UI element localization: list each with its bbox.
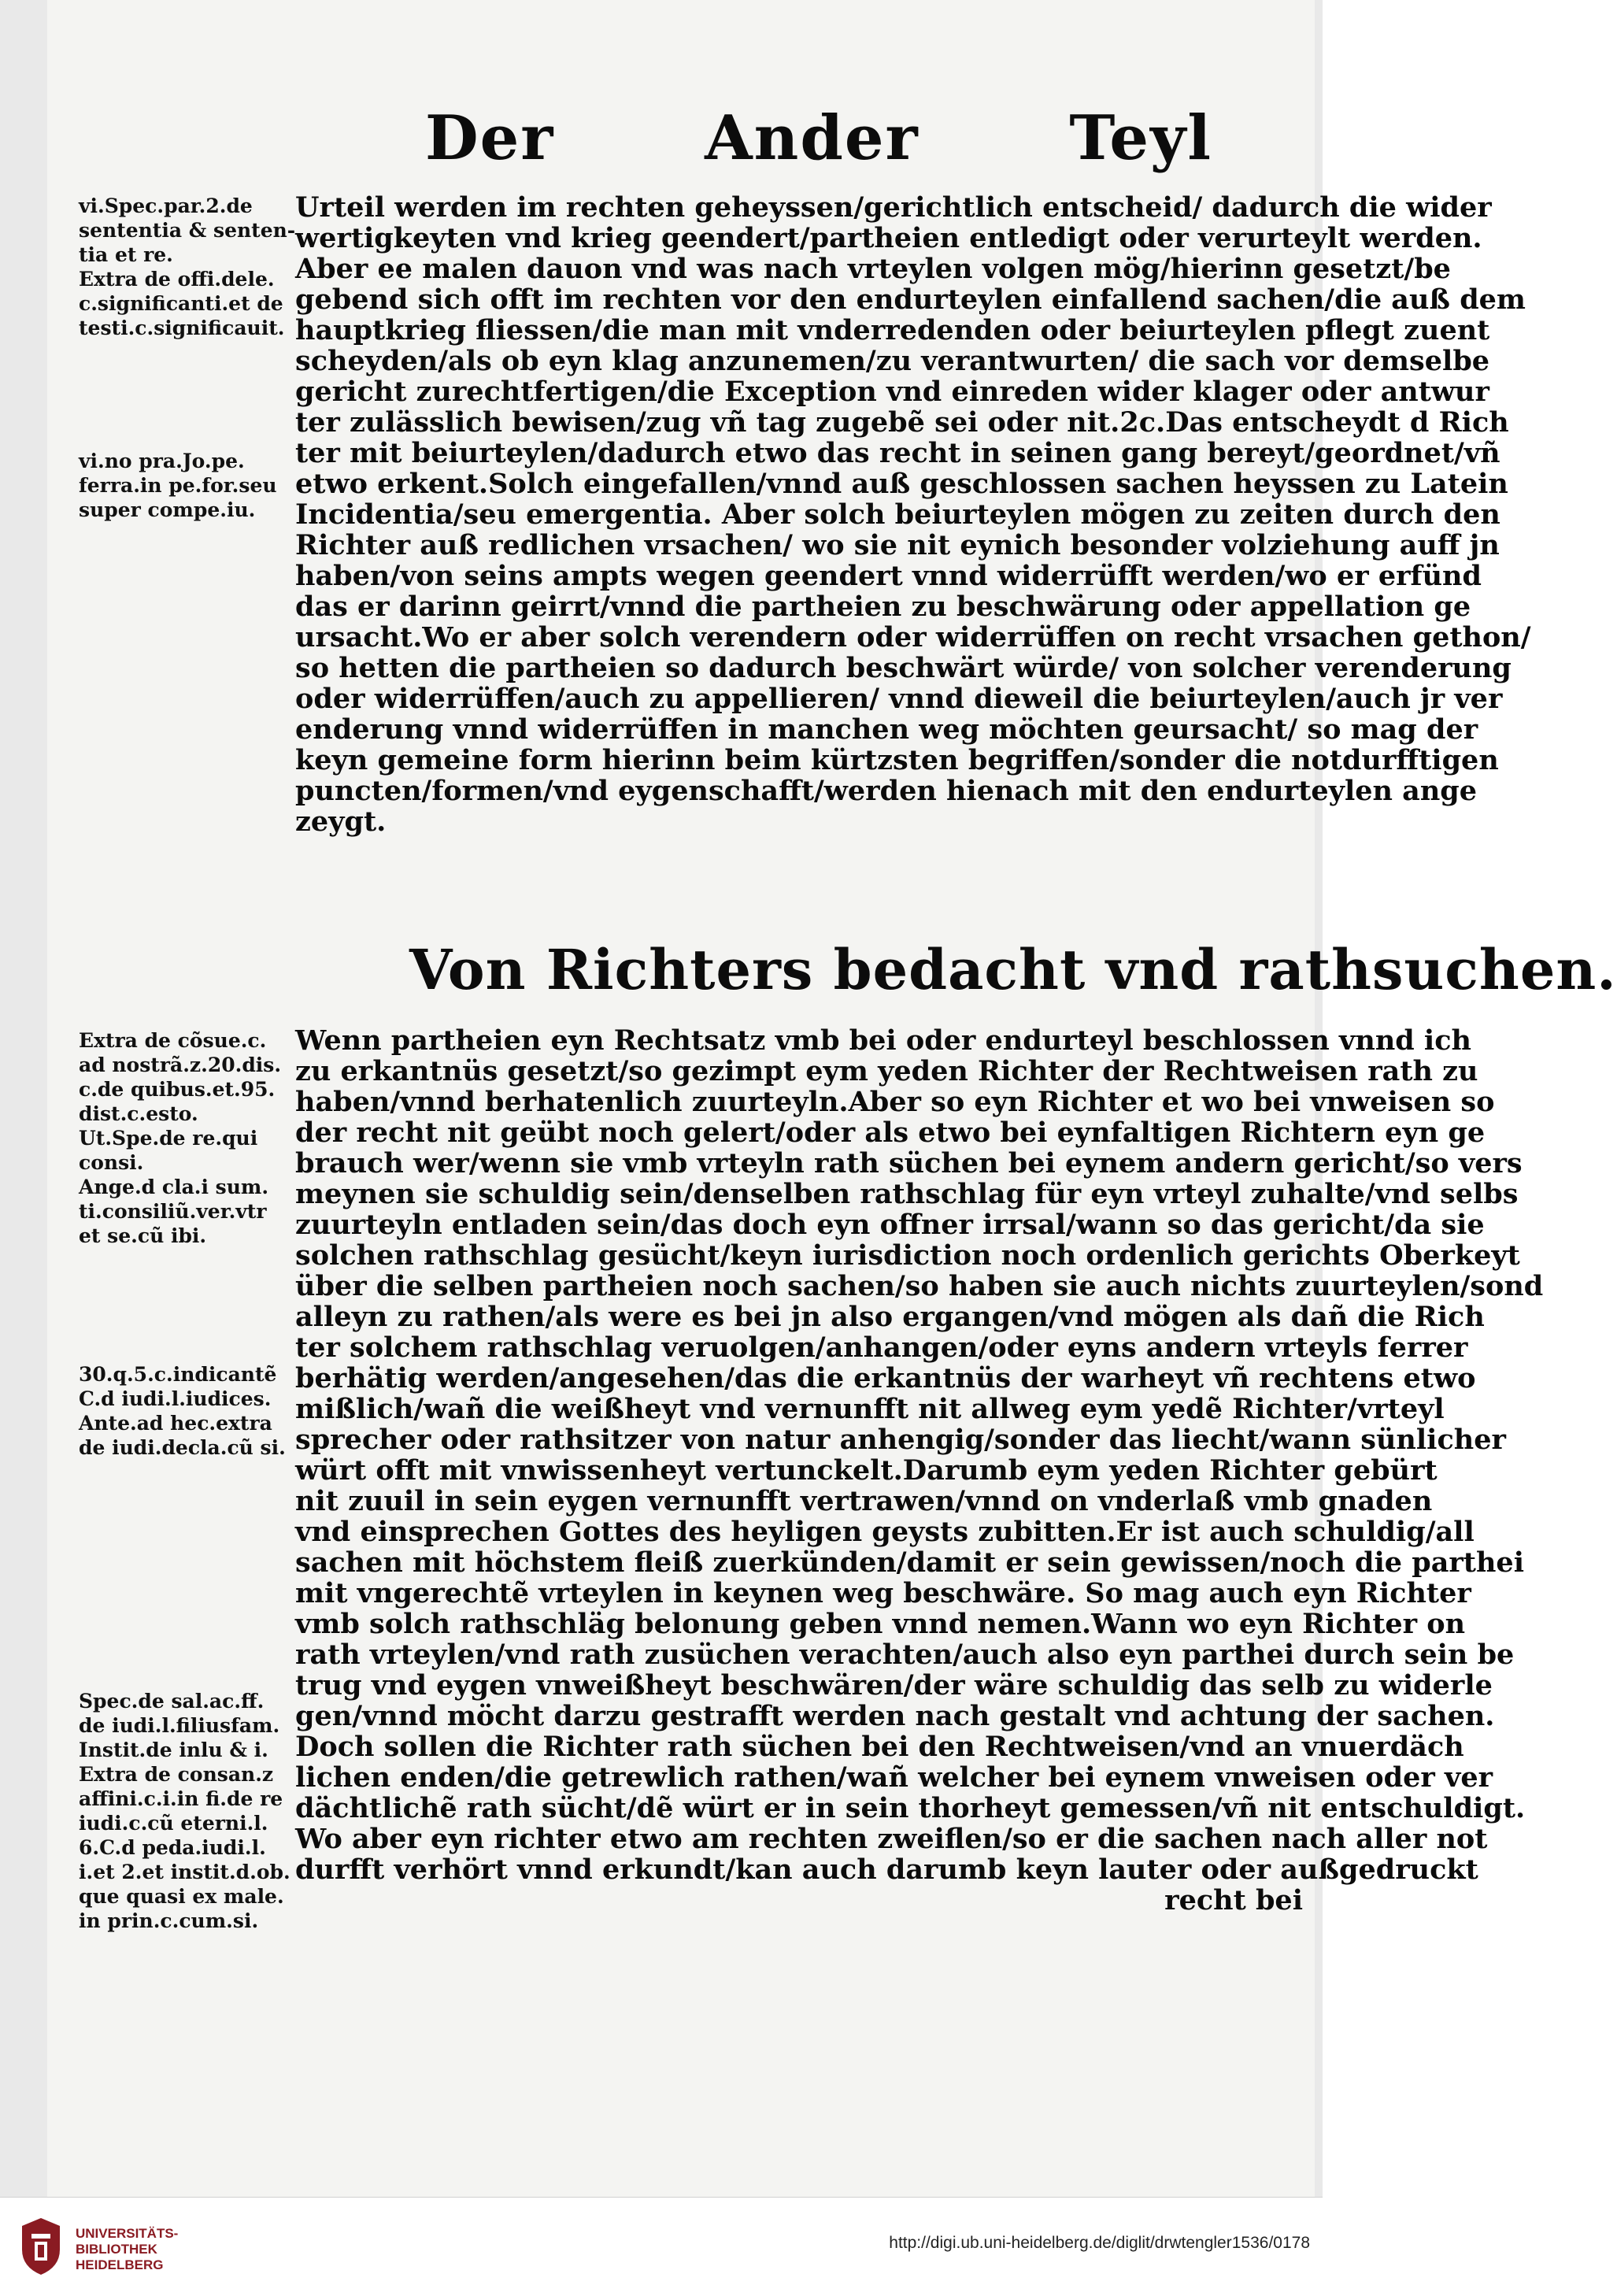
source-url-link[interactable]: http://digi.ub.uni-heidelberg.de/diglit/drwtengler1536/0178 bbox=[889, 2234, 1310, 2252]
margin-note-line: Extra de cõsue.c. bbox=[79, 1029, 267, 1052]
text-line: etwo erkent.Solch eingefallen/vnnd auß geschlossen sachen heyssen zu Latein bbox=[295, 468, 1508, 500]
library-name-line-1: UNIVERSITÄTS- bbox=[76, 2226, 179, 2241]
text-line: alleyn zu rathen/als were es bei jn also ergangen/vnd mögen als dañ die Rich bbox=[295, 1301, 1485, 1333]
text-line: der recht nit geübt noch gelert/oder als etwo bei eynfaltigen Richtern eyn ge bbox=[295, 1117, 1486, 1149]
margin-notes-5 bbox=[79, 1689, 290, 1933]
library-name-line-3: HEIDELBERG bbox=[76, 2257, 164, 2272]
margin-note-line: consi. bbox=[79, 1151, 144, 1174]
text-line: gen/vnnd möcht darzu gestrafft werden nach gestalt vnd achtung der sachen. bbox=[295, 1700, 1495, 1732]
margin-note-line: tia et re. bbox=[79, 243, 173, 266]
margin-note-line: c.de quibus.et.95. bbox=[79, 1078, 276, 1101]
text-line: dächtlichẽ rath sücht/dẽ würt er in sein thorheyt gemessen/vñ nit entschuldigt. bbox=[295, 1792, 1526, 1824]
footer-bar bbox=[0, 2197, 1323, 2296]
text-line: keyn gemeine form hierinn beim kürtzsten begriffen/sonder die notdurfftigen bbox=[295, 744, 1499, 776]
text-line: Doch sollen die Richter rath süchen bei den Rechtweisen/vnd an vnuerdäch bbox=[295, 1731, 1464, 1763]
text-line: hauptkrieg fliessen/die man mit vnderredenden oder beiurteylen pflegt zuent bbox=[295, 314, 1490, 346]
text-line: wertigkeyten vnd krieg geendert/partheien entledigt oder verurteylt werden. bbox=[295, 222, 1482, 254]
text-line: berhätig werden/angesehen/das die erkantnüs der warheyt vñ rechtens etwo bbox=[295, 1362, 1476, 1394]
text-line: recht bei bbox=[1164, 1884, 1303, 1916]
text-line: durfft verhört vnnd erkundt/kan auch darumb keyn lauter oder außgedruckt bbox=[295, 1853, 1478, 1886]
text-line: zeygt. bbox=[295, 805, 387, 838]
text-line: ter mit beiurteylen/dadurch etwo das recht in seinen gang bereyt/geordnet/vñ bbox=[295, 437, 1500, 469]
margin-note-line: Extra de consan.z bbox=[79, 1763, 274, 1786]
text-line: zu erkantnüs gesetzt/so gezimpt eym yeden Richter der Rechtweisen rath zu bbox=[295, 1055, 1478, 1087]
margin-note-line: C.d iudi.l.iudices. bbox=[79, 1387, 272, 1410]
margin-note-line: affini.c.i.in fi.de re bbox=[79, 1787, 283, 1810]
text-line: mit vngerechtẽ vrteylen in keynen weg beschwäre. So mag auch eyn Richter bbox=[295, 1577, 1471, 1609]
margin-note-line: super compe.iu. bbox=[79, 498, 256, 521]
section-heading: Von Richters bedacht vnd rathsuchen. bbox=[409, 937, 1617, 1002]
margin-note-line: 30.q.5.c.indicantẽ bbox=[79, 1363, 277, 1386]
text-line: solchen rathschlag gesücht/keyn iurisdiction noch ordenlich gerichts Oberkeyt bbox=[295, 1239, 1520, 1272]
text-line: sprecher oder rathsitzer von natur anhengig/sonder das liecht/wann sünlicher bbox=[295, 1424, 1506, 1456]
library-name bbox=[76, 2226, 178, 2273]
margin-note-line: iudi.c.cũ eterni.l. bbox=[79, 1812, 268, 1835]
margin-note-line: de iudi.l.filiusfam. bbox=[79, 1714, 280, 1737]
text-line: nit zuuil in sein eygen vernunfft vertrawen/vnnd on vnderlaß vmb gnaden bbox=[295, 1485, 1433, 1517]
margin-note-line: et se.cũ ibi. bbox=[79, 1224, 207, 1247]
margin-note-line: ad nostrã.z.20.dis. bbox=[79, 1054, 282, 1076]
margin-note-line: Ange.d cla.i sum. bbox=[79, 1176, 269, 1198]
text-line: gericht zurechtfertigen/die Exception vnd einreden wider klager oder antwur bbox=[295, 376, 1489, 408]
running-head-word-2: Ander bbox=[705, 102, 920, 174]
margin-note-line: testi.c.significauit. bbox=[79, 317, 285, 339]
text-line: lichen enden/die getrewlich rathen/wañ welcher bei eynem vnweisen oder ver bbox=[295, 1761, 1493, 1794]
margin-notes-2 bbox=[79, 449, 283, 522]
margin-note-line: vi.Spec.par.2.de bbox=[79, 194, 253, 217]
margin-note-line: ti.consiliũ.ver.vtr bbox=[79, 1200, 267, 1223]
margin-note-line: Instit.de inlu & i. bbox=[79, 1739, 268, 1761]
margin-notes-1 bbox=[79, 194, 296, 340]
margin-note-line: 6.C.d peda.iudi.l. bbox=[79, 1836, 266, 1859]
text-line: puncten/formen/vnd eygenschafft/werden hienach mit den endurteylen ange bbox=[295, 775, 1478, 807]
text-line: haben/von seins ampts wegen geendert vnnd widerrüfft werden/wo er erfünd bbox=[295, 560, 1482, 592]
margin-notes-3 bbox=[79, 1028, 283, 1248]
margin-note-line: de iudi.decla.cũ si. bbox=[79, 1436, 286, 1459]
text-line: scheyden/als ob eyn klag anzunemen/zu verantwurten/ die sach vor demselbe bbox=[295, 345, 1490, 377]
text-line: rath vrteylen/vnd rath zusüchen verachten/auch also eyn parthei durch sein be bbox=[295, 1639, 1515, 1671]
margin-note-line: c.significanti.et de bbox=[79, 292, 283, 315]
text-line: vmb solch rathschläg belonung geben vnnd nemen.Wann wo eyn Richter on bbox=[295, 1608, 1466, 1640]
text-line: enderung vnnd widerrüffen in manchen weg möchten geursacht/ so mag der bbox=[295, 713, 1478, 746]
text-line: ursacht.Wo er aber solch verendern oder widerrüffen on recht vrsachen gethon/ bbox=[295, 621, 1531, 654]
text-line: gebend sich offt im rechten vor den endurteylen einfallend sachen/die auß dem bbox=[295, 283, 1526, 316]
text-line: vnd einsprechen Gottes des heyligen geysts zubitten.Er ist auch schuldig/all bbox=[295, 1516, 1475, 1548]
margin-note-line: i.et 2.et instit.d.ob. bbox=[79, 1861, 290, 1883]
text-line: würt offt mit vnwissenheyt vertunckelt.Darumb eym yeden Richter gebürt bbox=[295, 1454, 1438, 1487]
text-line: ter zulässlich bewisen/zug vñ tag zugebẽ sei oder nit.2c.Das entscheydt d Rich bbox=[295, 406, 1509, 439]
text-line: Wenn partheien eyn Rechtsatz vmb bei oder endurteyl beschlossen vnnd ich bbox=[295, 1024, 1471, 1057]
text-line: Urteil werden im rechten geheyssen/gerichtlich entscheid/ dadurch die wider bbox=[295, 191, 1492, 224]
text-line: Wo aber eyn richter etwo am rechten zweiflen/so er die sachen nach aller not bbox=[295, 1823, 1488, 1855]
margin-note-line: Spec.de sal.ac.ff. bbox=[79, 1690, 265, 1713]
text-line: Aber ee malen dauon vnd was nach vrteylen volgen mög/hierinn gesetzt/be bbox=[295, 253, 1451, 285]
text-line: so hetten die partheien so dadurch beschwärt würde/ von solcher verenderung bbox=[295, 652, 1512, 684]
text-line: brauch wer/wenn sie vmb vrteyln rath süchen bei eynem andern gericht/so vers bbox=[295, 1147, 1523, 1179]
university-library-logo-icon bbox=[17, 2215, 65, 2278]
text-line: mißlich/wañ die weißheyt vnd vernunfft nit allweg eym yedẽ Richter/vrteyl bbox=[295, 1393, 1445, 1425]
margin-note-line: ferra.in pe.for.seu bbox=[79, 474, 277, 497]
text-line: über die selben partheien noch sachen/so haben sie auch nichts zuurteylen/sond bbox=[295, 1270, 1544, 1302]
margin-note-line: vi.no pra.Jo.pe. bbox=[79, 450, 245, 472]
margin-notes-4 bbox=[79, 1362, 286, 1460]
margin-note-line: Extra de offi.dele. bbox=[79, 268, 275, 291]
margin-note-line: que quasi ex male. bbox=[79, 1885, 284, 1908]
text-line: Richter auß redlichen vrsachen/ wo sie nit eynich besonder volziehung auff jn bbox=[295, 529, 1500, 561]
text-line: ter solchem rathschlag veruolgen/anhangen/oder eyns andern vrteyls ferrer bbox=[295, 1331, 1468, 1364]
text-line: zuurteyln entladen sein/das doch eyn offner irrsal/wann so das gericht/da sie bbox=[295, 1209, 1485, 1241]
text-line: haben/vnnd berhatenlich zuurteyln.Aber so eyn Richter et wo bei vnweisen so bbox=[295, 1086, 1495, 1118]
library-name-line-2: BIBLIOTHEK bbox=[76, 2242, 157, 2257]
text-line: trug vnd eygen vnweißheyt beschwären/der wäre schuldig das selb zu widerle bbox=[295, 1669, 1493, 1702]
margin-note-line: Ante.ad hec.extra bbox=[79, 1412, 272, 1435]
running-head-word-1: Der bbox=[425, 102, 555, 174]
margin-note-line: sententia & senten- bbox=[79, 219, 296, 242]
body-paragraph-2 bbox=[295, 1024, 1544, 1916]
text-line: meynen sie schuldig sein/denselben rathschlag für eyn vrteyl zuhalte/vnd selbs bbox=[295, 1178, 1519, 1210]
margin-note-line: in prin.c.cum.si. bbox=[79, 1909, 259, 1932]
running-head-word-3: Teyl bbox=[1069, 102, 1212, 174]
text-line: das er darinn geirrt/vnnd die partheien zu beschwärung oder appellation ge bbox=[295, 591, 1471, 623]
body-paragraph-1 bbox=[295, 191, 1531, 838]
text-line: Incidentia/seu emergentia. Aber solch beiurteylen mögen zu zeiten durch den bbox=[295, 498, 1500, 531]
margin-note-line: Ut.Spe.de re.qui bbox=[79, 1127, 258, 1150]
running-head bbox=[425, 102, 1212, 174]
text-line: oder widerrüffen/auch zu appellieren/ vnnd dieweil die beiurteylen/auch jr ver bbox=[295, 683, 1503, 715]
text-line: sachen mit höchstem fleiß zuerkünden/damit er sein gewissen/noch die parthei bbox=[295, 1546, 1524, 1579]
margin-note-line: dist.c.esto. bbox=[79, 1102, 198, 1125]
